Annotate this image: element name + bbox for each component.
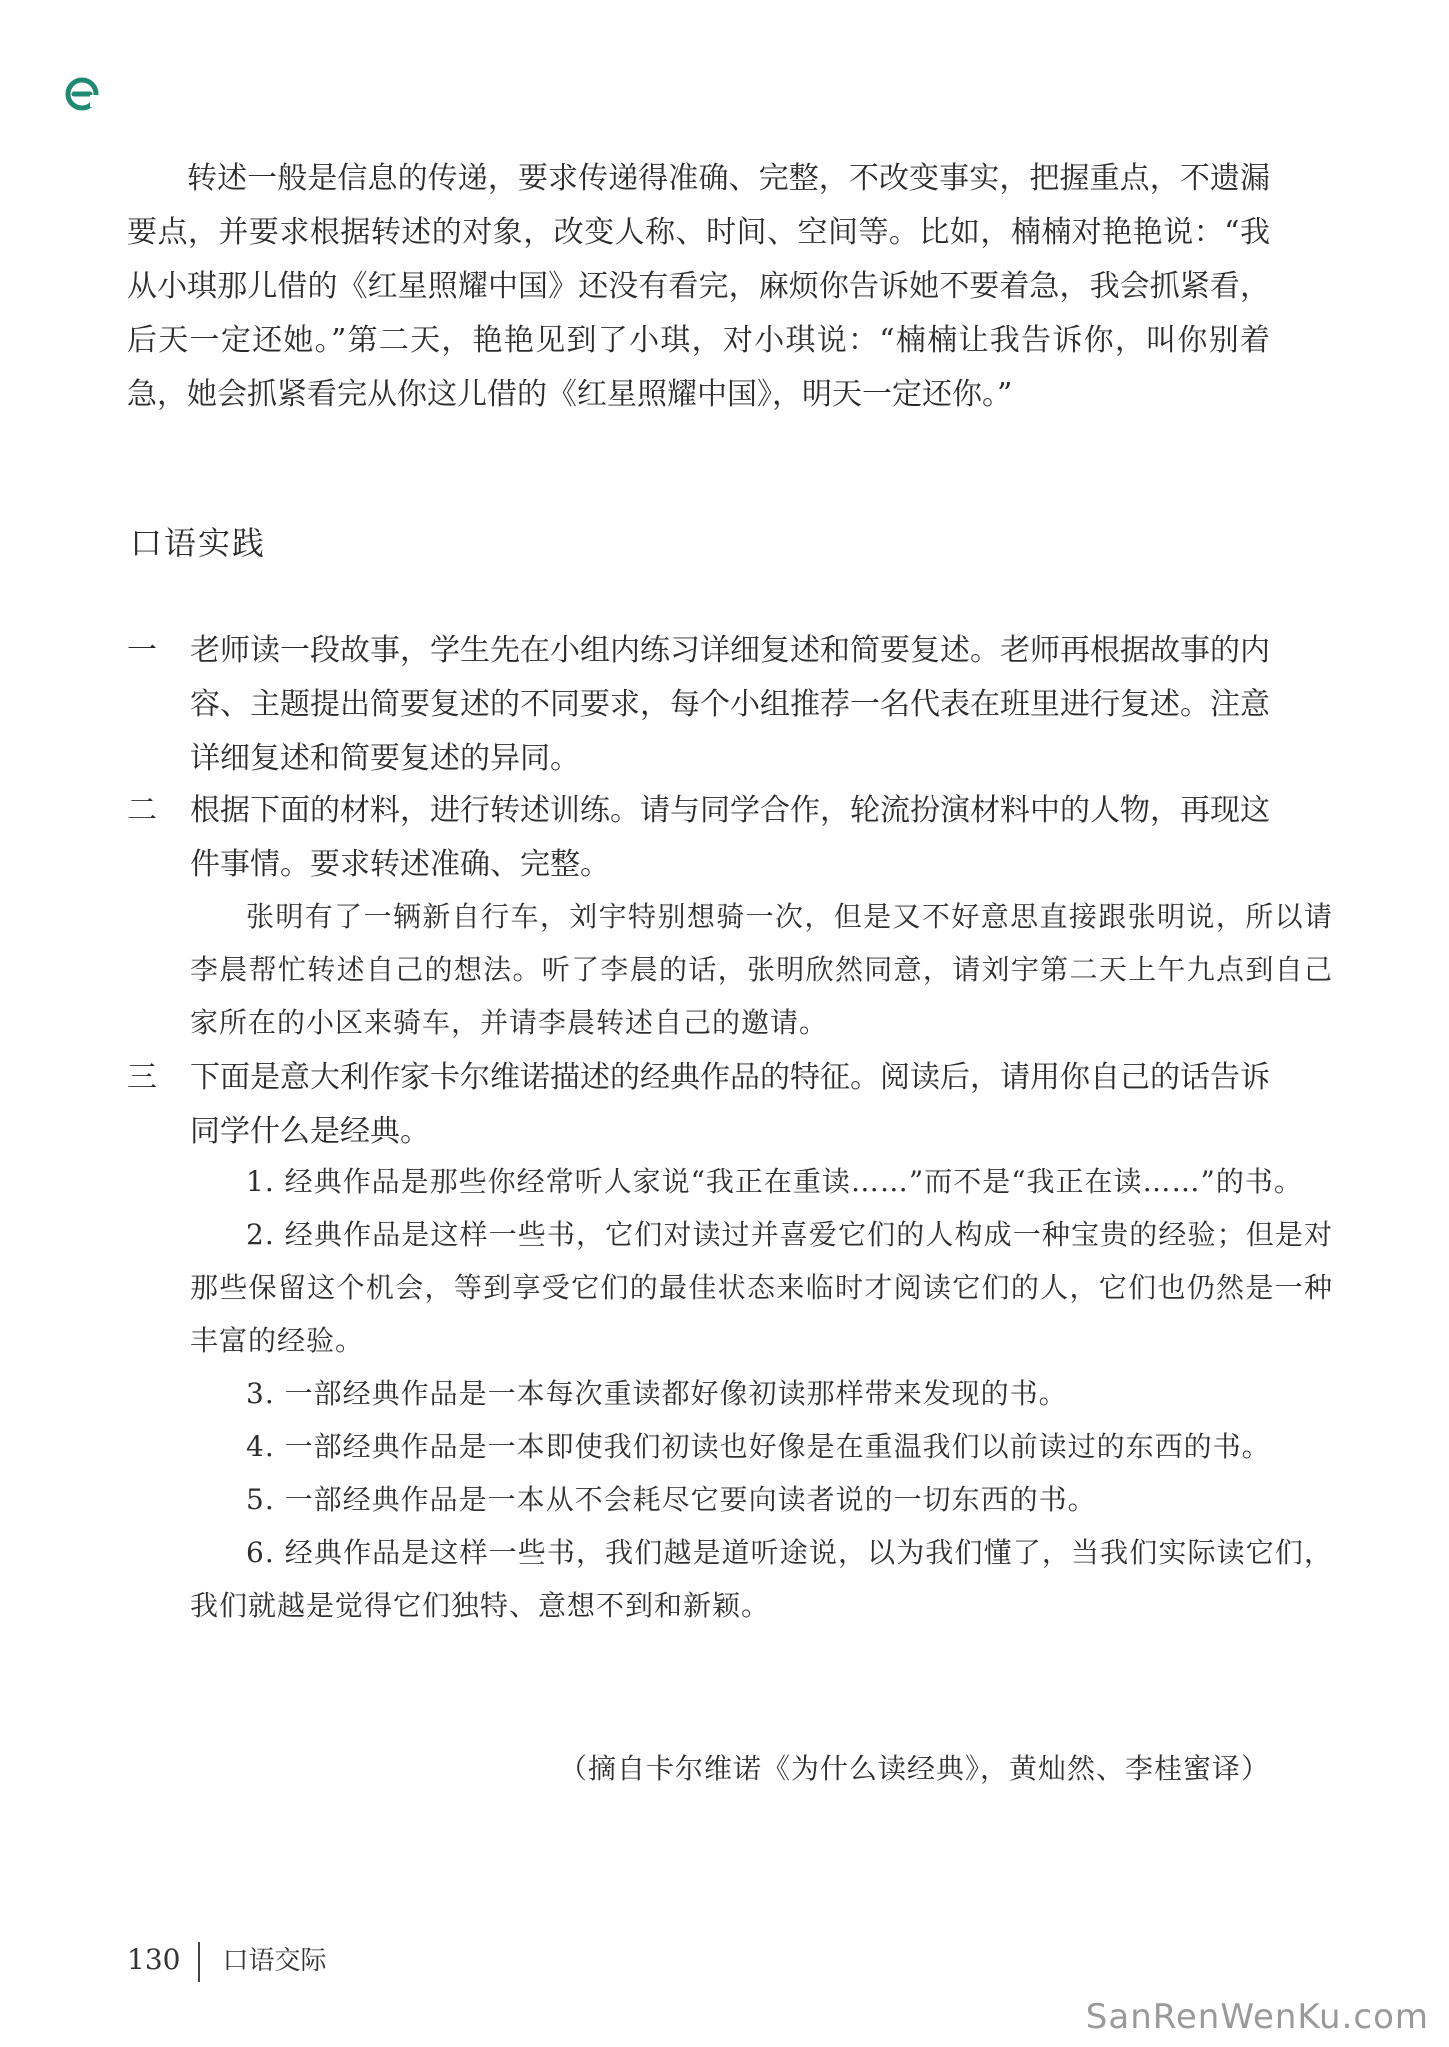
quote-item: 1. 经典作品是那些你经常听人家说“我正在重读……”而不是“我正在读……”的书。 [246, 1165, 1303, 1198]
page-footer [127, 1940, 326, 1982]
quote-item: 6. 经典作品是这样一些书，我们越是道听途说，以为我们懂了，当我们实际读它们，我们就越是觉得它们独特、意想不到和新颖。 [190, 1536, 1333, 1622]
classics-quote-list [190, 1155, 1333, 1632]
task-item [127, 1051, 1270, 1159]
story-paragraph: 张明有了一辆新自行车，刘宇特别想骑一次，但是又不好意思直接跟张明说，所以请李晨帮忙转述自己的想法。听了李晨的话，张明欣然同意，请刘宇第二天上午九点到自己家所在的小区来骑车，并请李晨转述自己的邀请。 [190, 900, 1333, 1039]
task-text: 根据下面的材料，进行转述训练。请与同学合作，轮流扮演材料中的人物，再现这件事情。要求转述准确、完整。 [190, 793, 1270, 882]
task-text: 下面是意大利作家卡尔维诺描述的经典作品的特征。阅读后，请用你自己的话告诉同学什么是经典。 [190, 1060, 1270, 1149]
footer-section-name: 口语交际 [222, 1946, 327, 1976]
quote-source: （摘自卡尔维诺《为什么读经典》，黄灿然、李桂蜜译） [558, 1752, 1270, 1785]
quote-item: 5. 一部经典作品是一本从不会耗尽它要向读者说的一切东西的书。 [246, 1483, 1097, 1516]
task-number: 二 [127, 793, 157, 828]
quote-item: 4. 一部经典作品是一本即使我们初读也好像是在重温我们以前读过的东西的书。 [246, 1430, 1271, 1463]
footer-divider [198, 1942, 200, 1982]
task-number: 一 [127, 633, 157, 668]
story-material [190, 890, 1333, 1049]
quote-item: 3. 一部经典作品是一本每次重读都好像初读那样带来发现的书。 [246, 1377, 1068, 1410]
task-number: 三 [127, 1060, 157, 1095]
intro-paragraph: 转述一般是信息的传递，要求传递得准确、完整，不改变事实，把握重点，不遗漏要点，并要求根据转述的对象，改变人称、时间、空间等。比如，楠楠对艳艳说：“我从小琪那儿借的《红星照耀中国》还没有看完，麻烦你告诉她不要着急，我会抓紧看，后天一定还她。”第二天，艳艳见到了小琪，对小琪说：“楠楠让我告诉你，叫你别着急，她会抓紧看完从你这儿借的《红星照耀中国》，明天一定还你。” [127, 161, 1270, 412]
task-item [127, 784, 1270, 892]
task-text: 老师读一段故事，学生先在小组内练习详细复述和简要复述。老师再根据故事的内容、主题提出简要复述的不同要求，每个小组推荐一名代表在班里进行复述。注意详细复述和简要复述的异同。 [190, 633, 1270, 776]
page-number: 130 [127, 1943, 181, 1976]
task-item [127, 624, 1270, 786]
quote-item: 2. 经典作品是这样一些书，它们对读过并喜爱它们的人构成一种宝贵的经验；但是对那些保留这个机会，等到享受它们的最佳状态来临时才阅读它们的人，它们也仍然是一种丰富的经验。 [190, 1218, 1333, 1357]
section-title: 口语实践 [130, 524, 267, 562]
chapter-logo-icon [64, 76, 100, 112]
watermark: SanRenWenKu.com [1085, 1997, 1429, 2037]
